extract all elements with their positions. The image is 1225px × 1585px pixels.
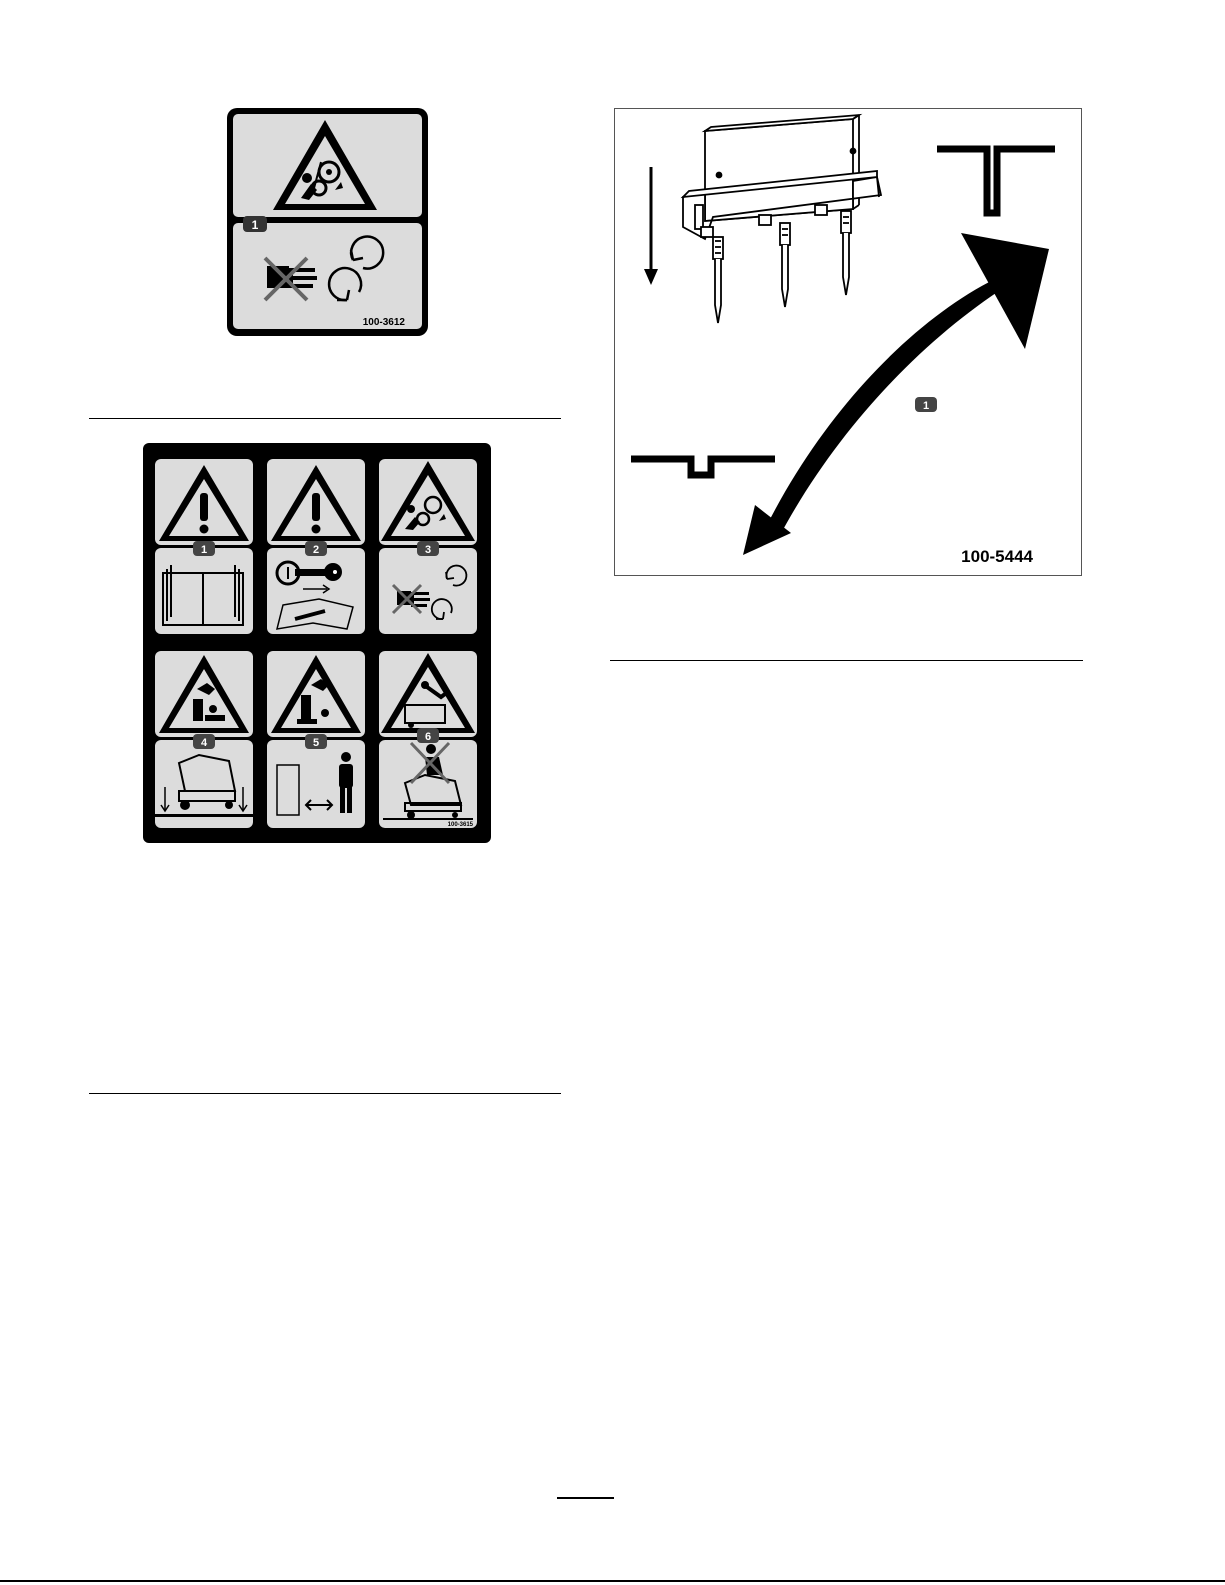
part-number-100-5444: 100-5444 xyxy=(961,547,1033,566)
callout-5: 5 xyxy=(312,737,320,749)
callout-3: 3 xyxy=(424,544,432,556)
decal-100-3612 xyxy=(225,106,430,338)
decal-100-3612-graphic xyxy=(225,106,430,338)
page-bottom-rule xyxy=(0,1580,1225,1582)
section-divider xyxy=(89,418,561,419)
depth-adjust-arrow-icon xyxy=(743,233,1049,555)
decal-100-5444 xyxy=(614,108,1082,576)
part-number-100-3615: 100-3615 xyxy=(447,822,473,828)
tine-head-icon xyxy=(683,115,881,323)
callout-2: 2 xyxy=(312,544,320,556)
callout-1: 1 xyxy=(200,544,208,556)
section-divider xyxy=(610,660,1083,661)
shallow-hole-icon xyxy=(631,459,775,475)
part-number-100-3612: 100-3612 xyxy=(362,317,405,328)
callout-1: 1 xyxy=(922,400,930,412)
decal-100-3615 xyxy=(143,443,491,843)
callout-4: 4 xyxy=(200,737,208,749)
page-number-underline xyxy=(557,1497,614,1499)
deep-hole-icon xyxy=(937,149,1055,213)
section-divider xyxy=(89,1093,561,1094)
callout-6: 6 xyxy=(424,731,432,743)
decal-100-5444-graphic xyxy=(615,109,1081,575)
decal-100-3615-graphic xyxy=(143,443,491,843)
depth-adjust-arrow-icon xyxy=(644,167,658,285)
callout-1: 1 xyxy=(251,218,259,232)
